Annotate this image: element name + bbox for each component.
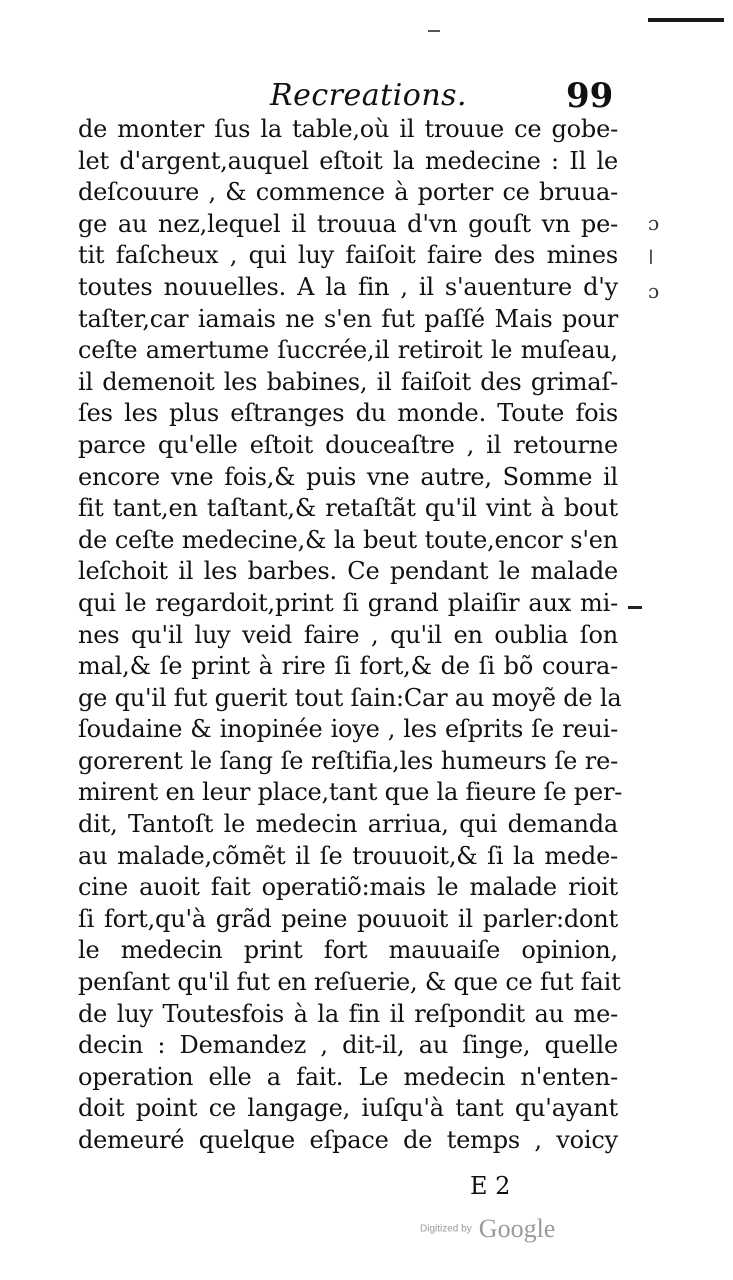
text-line: de monter ſus la table,où il trouue ce gobe-: [78, 115, 618, 143]
text-line: dit, Tantoſt le medecin arriua, qui demanda: [78, 810, 618, 839]
text-line: qui le regardoit,print ſi grand plaiſir aux mi-: [78, 588, 618, 617]
text-line: encore vne fois,& puis vne autre, Somme il: [78, 462, 618, 491]
digitized-watermark: [420, 1214, 555, 1244]
text-line: doit point ce langage, iuſqu'à tant qu'ayant: [78, 1094, 618, 1123]
text-line: le medecin print fort mauuaiſe opinion,: [78, 936, 618, 965]
text-line: mal,& ſe print à rire ſi fort,& de ſi bõ coura-: [78, 652, 618, 681]
text-line: decin : Demandez , dit-il, au ſinge, quelle: [78, 1031, 618, 1060]
text-line: mirent en leur place,tant que la fieure ſe per-: [78, 778, 623, 807]
text-line: fit tant,en taſtant,& retaſtãt qu'il vint à bout: [78, 494, 618, 523]
text-line: ſoudaine & inopinée ioye , les eſprits ſe reui-: [78, 715, 618, 744]
text-line: operation elle a fait. Le medecin n'enten-: [78, 1062, 618, 1091]
text-line: ſes les plus eſtranges du monde. Toute fois: [78, 399, 618, 428]
text-line: demeuré quelque eſpace de temps , voicy: [78, 1126, 618, 1154]
digitized-by-label: Digitized by: [420, 1223, 472, 1235]
signature-mark: E 2: [470, 1172, 511, 1200]
text-line: parce qu'elle eſtoit douceaſtre , il retourne: [78, 430, 618, 459]
text-line: gorerent le ſang ſe reſtifia,les humeurs ſe re-: [78, 746, 618, 775]
text-line: tit faſcheux , qui luy faiſoit faire des mines: [78, 241, 618, 270]
page-number: 99: [566, 76, 614, 116]
text-line: ge au nez,lequel il trouua d'vn gouſt vn pe-: [78, 209, 618, 238]
running-head: Recreations.: [270, 78, 468, 113]
margin-dash-mark: [628, 606, 642, 609]
text-line: de ceſte medecine,& la beut toute,encor s'en: [78, 525, 618, 554]
text-line: cine auoit fait operatiõ:mais le malade rioit: [78, 873, 618, 902]
text-line: il demenoit les babines, il faiſoit des grimaſ-: [78, 367, 618, 396]
text-line: toutes nouuelles. A la fin , il s'auenture d'y: [78, 272, 618, 301]
body-text: [78, 114, 623, 1157]
text-line: leſchoit il les barbes. Ce pendant le malade: [78, 557, 618, 586]
text-line: au malade,cõmẽt il ſe trouuoit,& ſi la mede-: [78, 841, 618, 870]
ink-speck: [428, 30, 440, 32]
text-line: ceſte amertume ſuccrée,il retiroit le muſeau,: [78, 336, 618, 365]
text-line: penſant qu'il fut en reſuerie, & que ce fut fait: [78, 968, 621, 997]
text-line: de luy Toutesfois à la fin il reſpondit au me-: [78, 999, 618, 1028]
text-line: let d'argent,auquel eſtoit la medecine : Il le: [78, 146, 618, 175]
google-logo: Google: [478, 1214, 556, 1243]
text-line: ſi fort,qu'à grãd peine pouuoit il parler:dont: [78, 904, 618, 933]
text-line: ge qu'il fut guerit tout ſain:Car au moyẽ de la: [78, 683, 622, 712]
margin-ink-marks: ɔ ǀ ɔ: [648, 211, 660, 303]
top-edge-rule: [648, 18, 724, 22]
text-line: taſter,car iamais ne s'en fut paſſé Mais pour: [78, 304, 618, 333]
text-line: nes qu'il luy veid faire , qu'il en oublia ſon: [78, 620, 618, 649]
text-line: deſcouure , & commence à porter ce bruua-: [78, 178, 618, 207]
